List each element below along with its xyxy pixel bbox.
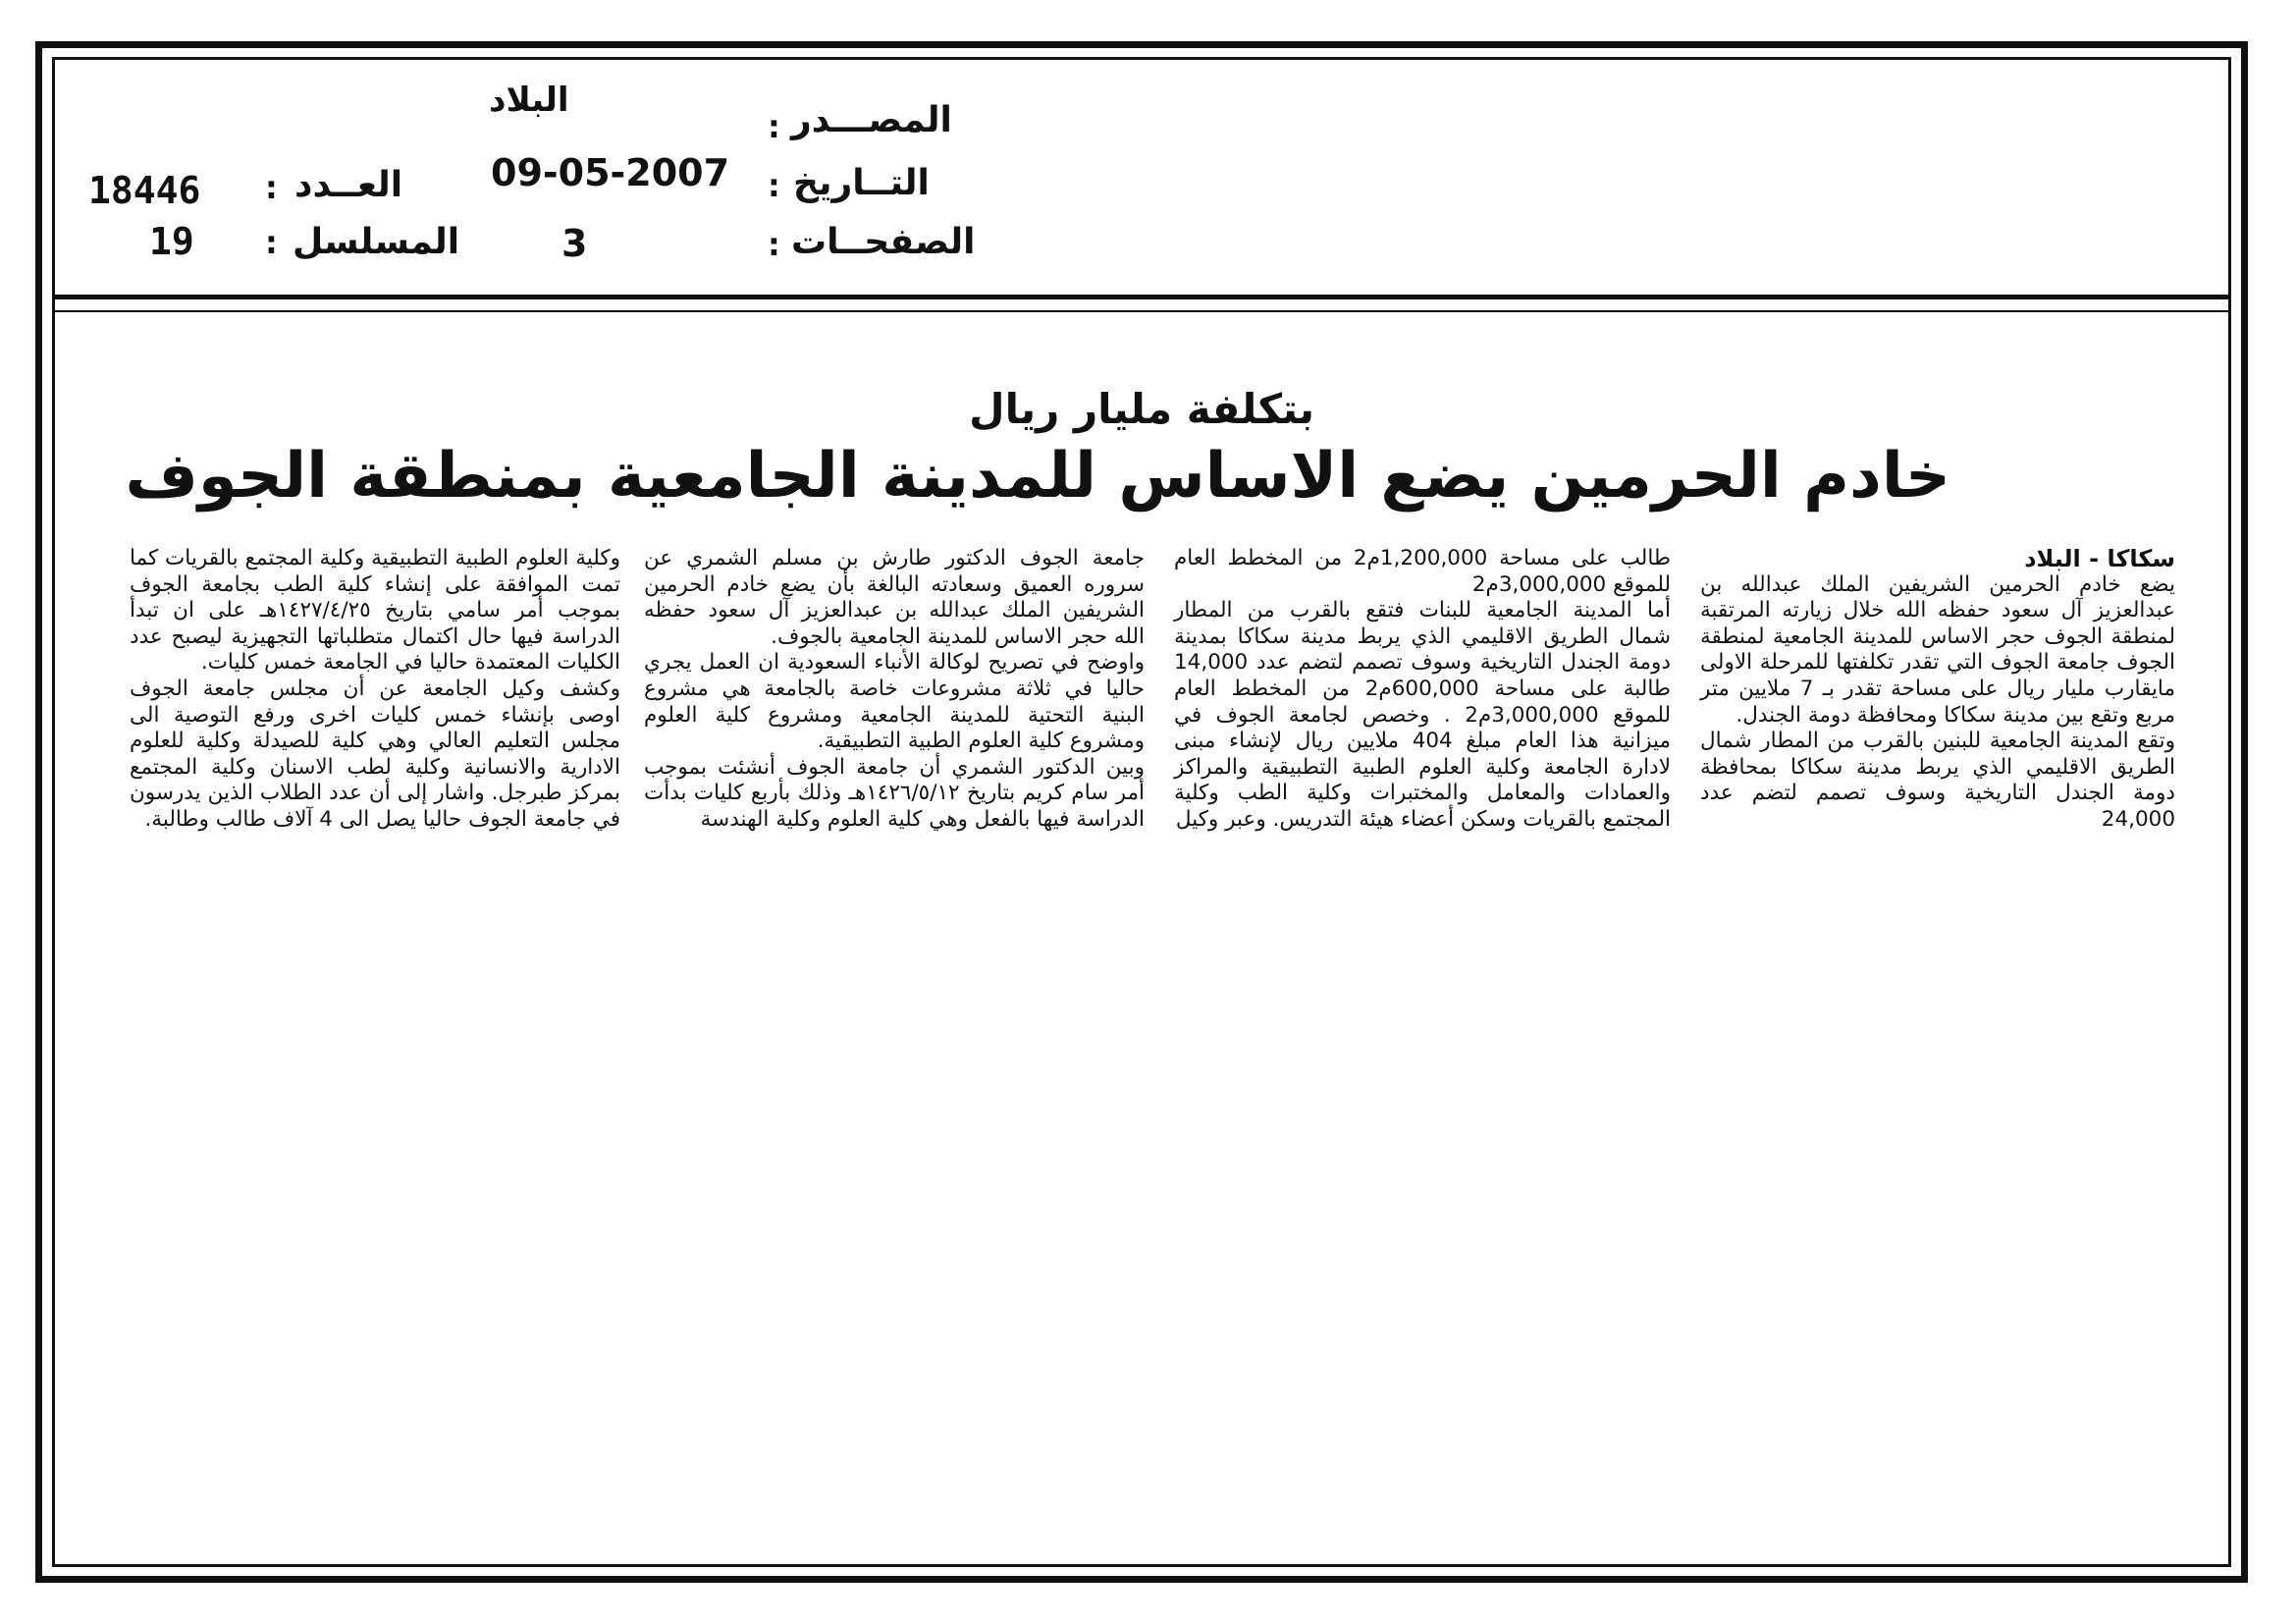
- article-column-4: [130, 546, 620, 834]
- source-label: المصـــدر: [791, 100, 952, 140]
- header-divider: [52, 295, 2231, 299]
- paragraph: وبين الدكتور الشمري أن جامعة الجوف أنشئت بموجب أمر سام كريم بتاريخ ١٤٢٦/٥/١٢هـ وذلك بأربع كليات بدأت الدراسة فيها بالفعل وهي كلية العلوم وكلية الهندسة: [644, 754, 1145, 832]
- header-divider-thin: [52, 310, 2231, 312]
- source-value: البلاد: [489, 81, 569, 120]
- paragraph: جامعة الجوف الدكتور طارش بن مسلم الشمري عن سروره العميق وسعادته البالغة بأن يضع خادم الحرمين الشريفين الملك عبدالله بن عبدالعزيز آل سعود حفظه الله حجر الاساس للمدينة الجامعية بالجوف.: [644, 546, 1145, 649]
- pages-label: الصفحــات: [791, 222, 976, 262]
- pages-value: 3: [561, 222, 588, 265]
- issue-label: العــدد: [294, 165, 403, 205]
- article-column-3: [644, 546, 1145, 834]
- date-label: التــاريخ: [793, 163, 930, 203]
- pages-colon: :: [768, 226, 780, 263]
- article-column-2: [1174, 546, 1671, 834]
- serial-colon: :: [265, 224, 278, 261]
- paragraph: وكشف وكيل الجامعة عن أن مجلس جامعة الجوف اوصى بإنشاء خمس كليات اخرى ورفع التوصية الى مجلس التعليم العالي وهي كلية للصيدلة وكلية للعلوم الادارية والانسانية وكلية لطب الاسنان وكلية المجتمع بمركز طبرجل. واشار إلى أن عدد الطلاب الذين يدرسون في جامعة الجوف حاليا يصل الى 4 آلاف طالب وطالبة.: [130, 676, 620, 832]
- date-colon: :: [768, 167, 780, 204]
- paragraph: طالب على مساحة 1,200,000م2 من المخطط العام للموقع 3,000,000م2: [1174, 546, 1671, 597]
- issue-value: 18446: [88, 169, 201, 212]
- article-byline: سكاكا - البلاد: [2024, 545, 2175, 572]
- serial-label: المسلسل: [293, 222, 460, 262]
- serial-value: 19: [149, 220, 194, 263]
- article-kicker: بتكلفة مليار ريال: [969, 385, 1314, 433]
- paragraph: وكلية العلوم الطبية التطبيقية وكلية المجتمع بالقريات كما تمت الموافقة على إنشاء كلية الطب بجامعة الجوف بموجب أمر سامي بتاريخ ١٤٢٧/٤/٢٥هـ على ان تبدأ الدراسة فيها حال اكتمال متطلباتها التجهيزية ليصبح عدد الكليات المعتمدة حاليا في الجامعة خمس كليات.: [130, 546, 620, 676]
- paragraph: وتقع المدينة الجامعية للبنين بالقرب من المطار شمال الطريق الاقليمي الذي يربط مدينة سكاكا بمحافظة دومة الجندل التاريخية وسوف تصمم لتضم عدد 24,000: [1700, 729, 2175, 832]
- paragraph: واوضح في تصريح لوكالة الأنباء السعودية ان العمل يجري حاليا في ثلاثة مشروعات خاصة بالجامعة هي مشروع البنية التحتية للمدينة الجامعية ومشروع كلية العلوم ومشروع كلية العلوم الطبية التطبيقية.: [644, 650, 1145, 754]
- source-colon: :: [768, 108, 780, 145]
- date-value: 09-05-2007: [491, 151, 730, 194]
- paragraph: يضع خادم الحرمين الشريفين الملك عبدالله بن عبدالعزيز آل سعود حفظه الله خلال زيارته المرتقبة لمنطقة الجوف حجر الاساس للمدينة الجامعية لمنطقة الجوف جامعة الجوف التي تقدر تكلفتها للمرحلة الاولى مايقارب مليار ريال على مساحة تقدر بـ 7 ملايين متر مربع وتقع بين مدينة سكاكا ومحافظة دومة الجندل.: [1700, 571, 2176, 728]
- issue-colon: :: [265, 169, 278, 206]
- article-headline: خادم الحرمين يضع الاساس للمدينة الجامعية بمنطقة الجوف: [125, 440, 1950, 513]
- paragraph: أما المدينة الجامعية للبنات فتقع بالقرب من المطار شمال الطريق الاقليمي الذي يربط مدينة سكاكا بمدينة دومة الجندل التاريخية وسوف تصمم لتضم عدد 14,000 طالبة على مساحة 600,000م2 من المخطط العام للموقع 3,000,000م2 . وخصص لجامعة الجوف في ميزانية هذا العام مبلغ 404 ملايين ريال لإنشاء مبنى لادارة الجامعة وكلية العلوم الطبية التطبيقية والمراكز والعمادات والمعامل والمختبرات وكلية الطب وكلية المجتمع بالقريات وسكن أعضاء هيئة التدريس. وعبر وكيل: [1174, 598, 1671, 832]
- article-column-1: [1700, 546, 2175, 834]
